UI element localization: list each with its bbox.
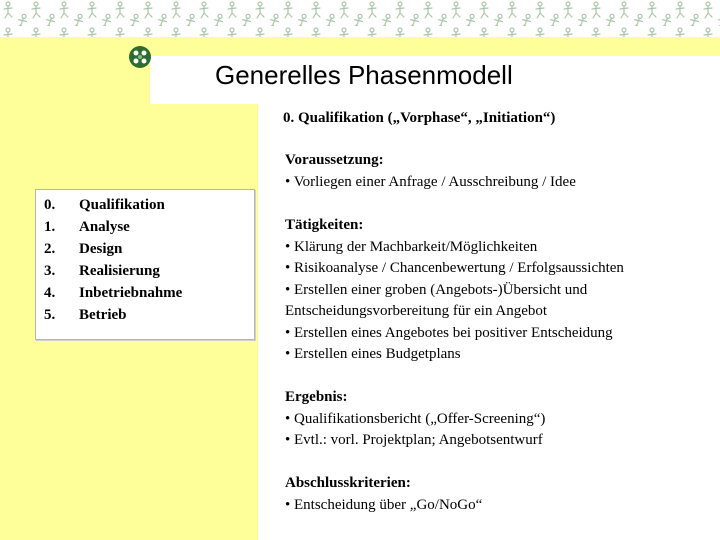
section-heading: Abschlusskriterien: [285,475,411,491]
section-heading: Tätigkeiten: [285,217,364,233]
section-heading: Ergebnis: [285,389,348,405]
section-line: • Erstellen eines Angebotes bei positiver Entscheidung [285,324,613,341]
section-line: • Qualifikationsbericht („Offer-Screening“) [285,410,546,427]
section-taetigkeiten [285,215,624,366]
section-line: • Klärung der Machbarkeit/Möglichkeiten [285,238,538,255]
phase-item: 3. Realisierung [44,263,160,279]
section-line: Entscheidungsvorbereitung für ein Angebot [285,303,548,319]
phase-item: 5. Betrieb [44,307,127,323]
phase-list [44,194,182,326]
green-globe-logo [127,44,153,70]
section-line: • Risikoanalyse / Chancenbewertung / Erfolgsaussichten [285,260,624,276]
phase-item: 1. Analyse [44,219,130,235]
phase-item: 0. Qualifikation [44,197,165,213]
section-heading: Voraussetzung: [285,152,384,168]
phase-item: 4. Inbetriebnahme [44,285,183,301]
section-ergebnis [285,387,545,452]
slide-subtitle: 0. Qualifikation („Vorphase“, „Initiation“) [283,110,556,126]
section-line: • Vorliegen einer Anfrage / Ausschreibung / Idee [285,173,576,190]
section-voraussetzung [285,150,576,193]
section-line: • Erstellen eines Budgetplans [285,346,461,362]
section-line: • Entscheidung über „Go/NoGo“ [285,496,483,513]
slide-title: Generelles Phasenmodell [215,60,513,90]
section-line: • Erstellen einer groben (Angebots-)Übersicht und [285,281,588,298]
section-line: • Evtl.: vorl. Projektplan; Angebotsentwurf [285,432,543,448]
phase-item: 2. Design [44,241,123,257]
section-abschlusskriterien [285,473,482,516]
